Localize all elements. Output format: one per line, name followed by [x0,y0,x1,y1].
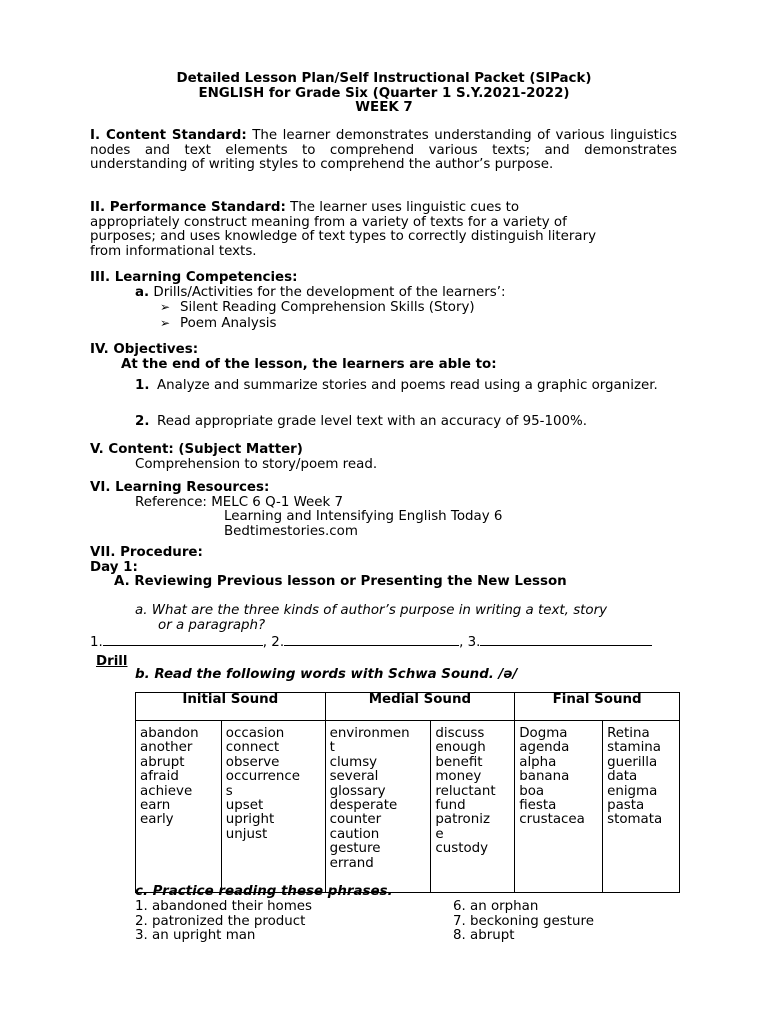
word-item: counter [329,812,382,828]
word-item: early [140,812,174,828]
word-item: desperate [329,798,398,814]
word-item: boa [519,783,545,799]
word-item: data [607,769,638,785]
procedure [90,546,677,590]
word-item: gesture [329,841,381,857]
word-item: caution [329,826,380,842]
word-item: glossary [329,783,386,799]
performance-standard-line: appropriately construct meaning from a variety of texts for a variety of [90,214,567,230]
word-item: errand [329,855,374,871]
section-a-heading: A. Reviewing Previous lesson or Presenting the New Lesson [114,574,567,590]
word-item: upright [225,812,275,828]
word-item: another [140,740,193,756]
table-row [136,721,680,893]
phrase-item: 3. an upright man [135,928,256,944]
header-medial-sound: Medial Sound [325,693,515,721]
competency-bullet-text: Poem Analysis [180,315,277,331]
reference-label: Reference: [135,494,207,510]
phrase-list [135,900,680,944]
answer-blank-3[interactable] [480,633,652,646]
word-item: clumsy [329,754,378,770]
reference-item: Learning and Intensifying English Today 6 [224,509,503,525]
objective-item-1 [135,379,677,394]
word-item: banana [519,769,570,785]
question-a-line: or a paragraph? [158,617,266,633]
word-item: occurrence [225,769,301,785]
competency-a-text: Drills/Activities for the development of the learners’: [153,284,506,300]
word-item: earn [140,798,171,814]
resources-heading: VI. Learning Resources: [90,480,270,495]
word-column [221,721,325,893]
word-item: afraid [140,769,179,785]
question-a-line: a. What are the three kinds of author’s purpose in writing a text, story [135,603,608,618]
table-header-row [136,693,680,721]
procedure-heading: VII. Procedure: [90,545,203,560]
header-subject: ENGLISH for Grade Six (Quarter 1 S.Y.2021-2022) [198,85,570,101]
objective-text: Read appropriate grade level text with an accuracy of 95-100%. [157,414,588,429]
content-standard-text: The learner demonstrates understanding of various linguistics nodes and text elements to comprehend various texts; and demonstrates understanding of writing styles to comprehend the author’s purpose. [90,128,677,173]
reference-item: MELC 6 Q-1 Week 7 [211,494,344,510]
answer-blank-2[interactable] [284,633,459,646]
arrow-bullet-icon: ➢ [160,315,171,330]
content-text: Comprehension to story/poem read. [135,456,378,472]
list-item [135,915,680,930]
word-item: several [329,769,379,785]
word-item: observe [225,754,280,770]
performance-standard-line: The learner uses linguistic cues to [290,200,520,215]
list-item [135,900,680,915]
word-item: pasta [607,798,645,814]
competency-bullet-text: Silent Reading Comprehension Skills (Story) [180,300,475,316]
objective-item-2 [135,415,677,430]
word-item: upset [225,798,264,814]
objective-number: 1. [135,378,150,393]
word-item: discuss [435,726,485,741]
word-item: e [435,826,444,842]
word-item: agenda [519,740,570,756]
word-item: abandon [140,726,199,741]
competencies-heading: III. Learning Competencies: [90,270,298,285]
document-header [0,72,768,116]
answer-blanks [90,633,680,651]
learning-resources [90,481,677,539]
word-item: custody [435,841,489,857]
phrase-item: 8. abrupt [453,928,515,944]
drill-label: Drill [96,654,128,669]
word-item: t [329,740,335,756]
header-title: Detailed Lesson Plan/Self Instructional Packet (SIPack) [176,71,592,86]
objectives-heading: IV. Objectives: [90,342,199,357]
word-item: abrupt [140,754,185,770]
list-item [135,929,680,944]
word-column [136,721,222,893]
word-item: benefit [435,754,483,770]
performance-standard-label: II. Performance Standard: [90,200,286,215]
word-item: environmen [329,726,410,741]
content-section [90,443,677,472]
blank-label: , 2. [262,635,285,650]
word-column [431,721,515,893]
word-item: s [225,783,233,799]
phrase-item: 1. abandoned their homes [135,899,313,914]
competency-a-label: a. [135,284,150,300]
performance-standard-line: purposes; and uses knowledge of text types to correctly distinguish literary [90,229,596,245]
instruction-b: b. Read the following words with Schwa Sound. /ə/ [135,667,518,682]
word-item: unjust [225,826,268,842]
word-item: Dogma [519,726,568,741]
word-item: stomata [607,812,663,828]
word-column [603,721,680,893]
arrow-bullet-icon: ➢ [160,300,171,315]
content-standard-label: I. Content Standard: [90,128,247,143]
word-item: fiesta [519,798,557,814]
word-item: crustacea [519,812,585,828]
word-item: connect [225,740,280,756]
objectives-intro: At the end of the lesson, the learners are able to: [121,356,497,372]
blank-label: 1. [90,635,103,650]
performance-standard [90,201,677,259]
word-item: stamina [607,740,661,756]
phrase-item: 6. an orphan [453,899,539,914]
word-column [325,721,431,893]
objective-text: Analyze and summarize stories and poems read using a graphic organizer. [157,378,658,393]
objectives [90,343,677,372]
blank-label: , 3. [459,635,481,650]
performance-standard-line: from informational texts. [90,243,257,259]
word-item: patroniz [435,812,490,828]
word-item: guerilla [607,754,658,770]
word-item: occasion [225,726,285,741]
word-item: achieve [140,783,193,799]
competency-a [90,286,677,301]
header-final-sound: Final Sound [515,693,680,721]
instruction-c: c. Practice reading these phrases. [135,884,393,899]
word-item: enough [435,740,486,756]
header-initial-sound: Initial Sound [136,693,326,721]
reference-line [90,496,677,511]
objective-number: 2. [135,414,150,429]
schwa-word-table [135,692,680,893]
word-column [515,721,603,893]
content-heading: V. Content: (Subject Matter) [90,442,303,457]
content-standard [90,129,677,173]
competency-bullet [90,316,677,332]
day-label: Day 1: [90,559,138,575]
word-item: reluctant [435,783,496,799]
word-item: fund [435,798,466,814]
word-item: Retina [607,726,650,741]
phrase-item: 2. patronized the product [135,913,306,929]
word-item: alpha [519,754,557,770]
reference-item: Bedtimestories.com [224,523,358,539]
word-item: enigma [607,783,658,799]
competency-bullet [90,300,677,316]
phrase-item: 7. beckoning gesture [453,913,594,929]
word-item: money [435,769,482,785]
question-a [135,604,680,633]
learning-competencies [90,271,677,331]
header-week: WEEK 7 [355,100,413,116]
answer-blank-1[interactable] [103,633,263,646]
